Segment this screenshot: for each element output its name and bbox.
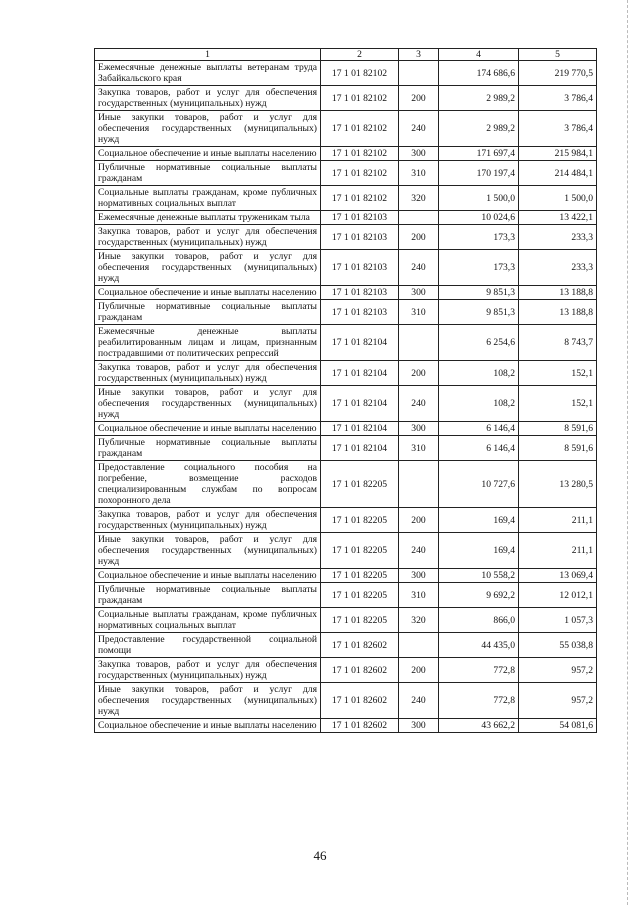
row-amount-year1: 772,8 — [439, 683, 519, 719]
table-row — [95, 61, 597, 86]
row-expense-type: 200 — [399, 508, 439, 533]
row-amount-year1: 10 558,2 — [439, 569, 519, 583]
row-expense-type — [399, 211, 439, 225]
table-row — [95, 533, 597, 569]
row-amount-year1: 1 500,0 — [439, 186, 519, 211]
row-target-code: 17 1 01 82104 — [321, 436, 399, 461]
table-body — [95, 61, 597, 733]
row-name: Публичные нормативные социальные выплаты гражданам — [95, 300, 321, 325]
table-row — [95, 508, 597, 533]
header-col-4: 4 — [439, 49, 519, 61]
row-expense-type: 300 — [399, 147, 439, 161]
row-target-code: 17 1 01 82205 — [321, 583, 399, 608]
table-row — [95, 583, 597, 608]
table-row — [95, 286, 597, 300]
row-amount-year1: 173,3 — [439, 250, 519, 286]
row-target-code: 17 1 01 82104 — [321, 325, 399, 361]
row-expense-type: 200 — [399, 361, 439, 386]
row-expense-type — [399, 61, 439, 86]
row-name: Закупка товаров, работ и услуг для обеспечения государственных (муниципальных) нужд — [95, 658, 321, 683]
row-expense-type: 300 — [399, 286, 439, 300]
row-amount-year1: 174 686,6 — [439, 61, 519, 86]
table-row — [95, 569, 597, 583]
row-amount-year2: 219 770,5 — [519, 61, 597, 86]
row-amount-year1: 108,2 — [439, 386, 519, 422]
row-expense-type: 200 — [399, 658, 439, 683]
table-row — [95, 461, 597, 508]
row-amount-year2: 233,3 — [519, 225, 597, 250]
row-target-code: 17 1 01 82205 — [321, 461, 399, 508]
row-amount-year1: 2 989,2 — [439, 86, 519, 111]
table-row — [95, 683, 597, 719]
row-name: Социальное обеспечение и иные выплаты населению — [95, 569, 321, 583]
row-amount-year2: 1 057,3 — [519, 608, 597, 633]
table-row — [95, 633, 597, 658]
table-row — [95, 186, 597, 211]
row-expense-type: 240 — [399, 533, 439, 569]
row-amount-year2: 152,1 — [519, 386, 597, 422]
row-name: Публичные нормативные социальные выплаты гражданам — [95, 161, 321, 186]
row-target-code: 17 1 01 82102 — [321, 186, 399, 211]
row-name: Закупка товаров, работ и услуг для обеспечения государственных (муниципальных) нужд — [95, 86, 321, 111]
table-row — [95, 386, 597, 422]
row-amount-year2: 3 786,4 — [519, 111, 597, 147]
row-expense-type — [399, 633, 439, 658]
row-target-code: 17 1 01 82103 — [321, 211, 399, 225]
row-name: Иные закупки товаров, работ и услуг для обеспечения государственных (муниципальных) нужд — [95, 111, 321, 147]
table-row — [95, 111, 597, 147]
row-expense-type: 310 — [399, 583, 439, 608]
row-amount-year2: 8 743,7 — [519, 325, 597, 361]
row-expense-type: 300 — [399, 422, 439, 436]
row-expense-type: 300 — [399, 719, 439, 733]
row-amount-year1: 43 662,2 — [439, 719, 519, 733]
row-amount-year1: 6 146,4 — [439, 436, 519, 461]
row-amount-year2: 55 038,8 — [519, 633, 597, 658]
header-col-5: 5 — [519, 49, 597, 61]
row-name: Иные закупки товаров, работ и услуг для обеспечения государственных (муниципальных) нужд — [95, 683, 321, 719]
row-name: Закупка товаров, работ и услуг для обеспечения государственных (муниципальных) нужд — [95, 361, 321, 386]
row-amount-year2: 211,1 — [519, 508, 597, 533]
row-amount-year2: 13 280,5 — [519, 461, 597, 508]
row-target-code: 17 1 01 82602 — [321, 719, 399, 733]
row-name: Публичные нормативные социальные выплаты гражданам — [95, 436, 321, 461]
row-name: Социальное обеспечение и иные выплаты населению — [95, 147, 321, 161]
row-name: Ежемесячные денежные выплаты труженикам тыла — [95, 211, 321, 225]
row-expense-type: 200 — [399, 225, 439, 250]
row-amount-year2: 215 984,1 — [519, 147, 597, 161]
row-target-code: 17 1 01 82102 — [321, 111, 399, 147]
row-target-code: 17 1 01 82602 — [321, 683, 399, 719]
table-row — [95, 436, 597, 461]
table-row — [95, 300, 597, 325]
row-expense-type — [399, 325, 439, 361]
table-row — [95, 211, 597, 225]
budget-table — [94, 48, 597, 733]
row-amount-year1: 9 851,3 — [439, 286, 519, 300]
row-target-code: 17 1 01 82602 — [321, 633, 399, 658]
row-name: Публичные нормативные социальные выплаты гражданам — [95, 583, 321, 608]
row-name: Закупка товаров, работ и услуг для обеспечения государственных (муниципальных) нужд — [95, 225, 321, 250]
page-number: 46 — [313, 848, 327, 863]
row-target-code: 17 1 01 82104 — [321, 422, 399, 436]
row-target-code: 17 1 01 82205 — [321, 608, 399, 633]
row-name: Ежемесячные денежные выплаты ветеранам труда Забайкальского края — [95, 61, 321, 86]
table-row — [95, 719, 597, 733]
row-name: Предоставление государственной социальной помощи — [95, 633, 321, 658]
row-expense-type: 300 — [399, 569, 439, 583]
page-edge-line — [627, 0, 628, 905]
table-row — [95, 422, 597, 436]
row-name: Ежемесячные денежные выплаты реабилитированным лицам и лицам, признанным пострадавшими от политических репрессий — [95, 325, 321, 361]
row-target-code: 17 1 01 82102 — [321, 161, 399, 186]
row-expense-type: 240 — [399, 250, 439, 286]
row-amount-year1: 10 727,6 — [439, 461, 519, 508]
row-name: Иные закупки товаров, работ и услуг для обеспечения государственных (муниципальных) нужд — [95, 533, 321, 569]
table-row — [95, 658, 597, 683]
row-amount-year2: 13 069,4 — [519, 569, 597, 583]
row-target-code: 17 1 01 82103 — [321, 286, 399, 300]
table-header-row — [95, 49, 597, 61]
row-amount-year1: 171 697,4 — [439, 147, 519, 161]
row-amount-year1: 10 024,6 — [439, 211, 519, 225]
table-row — [95, 147, 597, 161]
header-col-3: 3 — [399, 49, 439, 61]
row-amount-year2: 214 484,1 — [519, 161, 597, 186]
row-name: Закупка товаров, работ и услуг для обеспечения государственных (муниципальных) нужд — [95, 508, 321, 533]
row-amount-year2: 3 786,4 — [519, 86, 597, 111]
row-amount-year1: 108,2 — [439, 361, 519, 386]
row-amount-year1: 170 197,4 — [439, 161, 519, 186]
row-amount-year1: 6 146,4 — [439, 422, 519, 436]
table-row — [95, 161, 597, 186]
row-expense-type: 320 — [399, 608, 439, 633]
row-name: Предоставление социального пособия на погребение, возмещение расходов специализированным службам по вопросам похоронного дела — [95, 461, 321, 508]
row-target-code: 17 1 01 82103 — [321, 300, 399, 325]
row-expense-type: 320 — [399, 186, 439, 211]
row-amount-year2: 957,2 — [519, 683, 597, 719]
row-amount-year1: 9 851,3 — [439, 300, 519, 325]
table-row — [95, 361, 597, 386]
row-name: Социальное обеспечение и иные выплаты населению — [95, 719, 321, 733]
row-expense-type: 240 — [399, 111, 439, 147]
table-row — [95, 325, 597, 361]
row-target-code: 17 1 01 82104 — [321, 361, 399, 386]
row-amount-year1: 6 254,6 — [439, 325, 519, 361]
row-name: Иные закупки товаров, работ и услуг для обеспечения государственных (муниципальных) нужд — [95, 250, 321, 286]
row-amount-year1: 2 989,2 — [439, 111, 519, 147]
row-amount-year2: 13 188,8 — [519, 300, 597, 325]
row-amount-year2: 211,1 — [519, 533, 597, 569]
row-amount-year1: 44 435,0 — [439, 633, 519, 658]
row-target-code: 17 1 01 82205 — [321, 569, 399, 583]
row-target-code: 17 1 01 82103 — [321, 250, 399, 286]
row-amount-year1: 173,3 — [439, 225, 519, 250]
row-name: Социальные выплаты гражданам, кроме публичных нормативных социальных выплат — [95, 186, 321, 211]
row-amount-year1: 9 692,2 — [439, 583, 519, 608]
row-target-code: 17 1 01 82205 — [321, 508, 399, 533]
row-amount-year1: 169,4 — [439, 508, 519, 533]
row-name: Социальные выплаты гражданам, кроме публичных нормативных социальных выплат — [95, 608, 321, 633]
row-name: Иные закупки товаров, работ и услуг для обеспечения государственных (муниципальных) нужд — [95, 386, 321, 422]
row-expense-type: 310 — [399, 436, 439, 461]
row-amount-year1: 772,8 — [439, 658, 519, 683]
row-target-code: 17 1 01 82205 — [321, 533, 399, 569]
row-amount-year2: 12 012,1 — [519, 583, 597, 608]
row-target-code: 17 1 01 82102 — [321, 61, 399, 86]
row-amount-year2: 152,1 — [519, 361, 597, 386]
row-amount-year1: 866,0 — [439, 608, 519, 633]
row-expense-type: 240 — [399, 386, 439, 422]
row-amount-year2: 233,3 — [519, 250, 597, 286]
row-expense-type: 310 — [399, 161, 439, 186]
table-row — [95, 250, 597, 286]
row-target-code: 17 1 01 82102 — [321, 147, 399, 161]
row-amount-year2: 1 500,0 — [519, 186, 597, 211]
row-amount-year2: 8 591,6 — [519, 436, 597, 461]
row-name: Социальное обеспечение и иные выплаты населению — [95, 286, 321, 300]
row-amount-year2: 13 422,1 — [519, 211, 597, 225]
row-expense-type: 310 — [399, 300, 439, 325]
row-amount-year2: 13 188,8 — [519, 286, 597, 300]
row-name: Социальное обеспечение и иные выплаты населению — [95, 422, 321, 436]
row-expense-type: 240 — [399, 683, 439, 719]
table-row — [95, 86, 597, 111]
row-target-code: 17 1 01 82602 — [321, 658, 399, 683]
table-row — [95, 608, 597, 633]
header-col-2: 2 — [321, 49, 399, 61]
row-expense-type — [399, 461, 439, 508]
row-amount-year2: 8 591,6 — [519, 422, 597, 436]
row-amount-year2: 54 081,6 — [519, 719, 597, 733]
row-target-code: 17 1 01 82103 — [321, 225, 399, 250]
row-target-code: 17 1 01 82104 — [321, 386, 399, 422]
row-amount-year2: 957,2 — [519, 658, 597, 683]
row-expense-type: 200 — [399, 86, 439, 111]
row-target-code: 17 1 01 82102 — [321, 86, 399, 111]
table-row — [95, 225, 597, 250]
header-col-1: 1 — [95, 49, 321, 61]
row-amount-year1: 169,4 — [439, 533, 519, 569]
